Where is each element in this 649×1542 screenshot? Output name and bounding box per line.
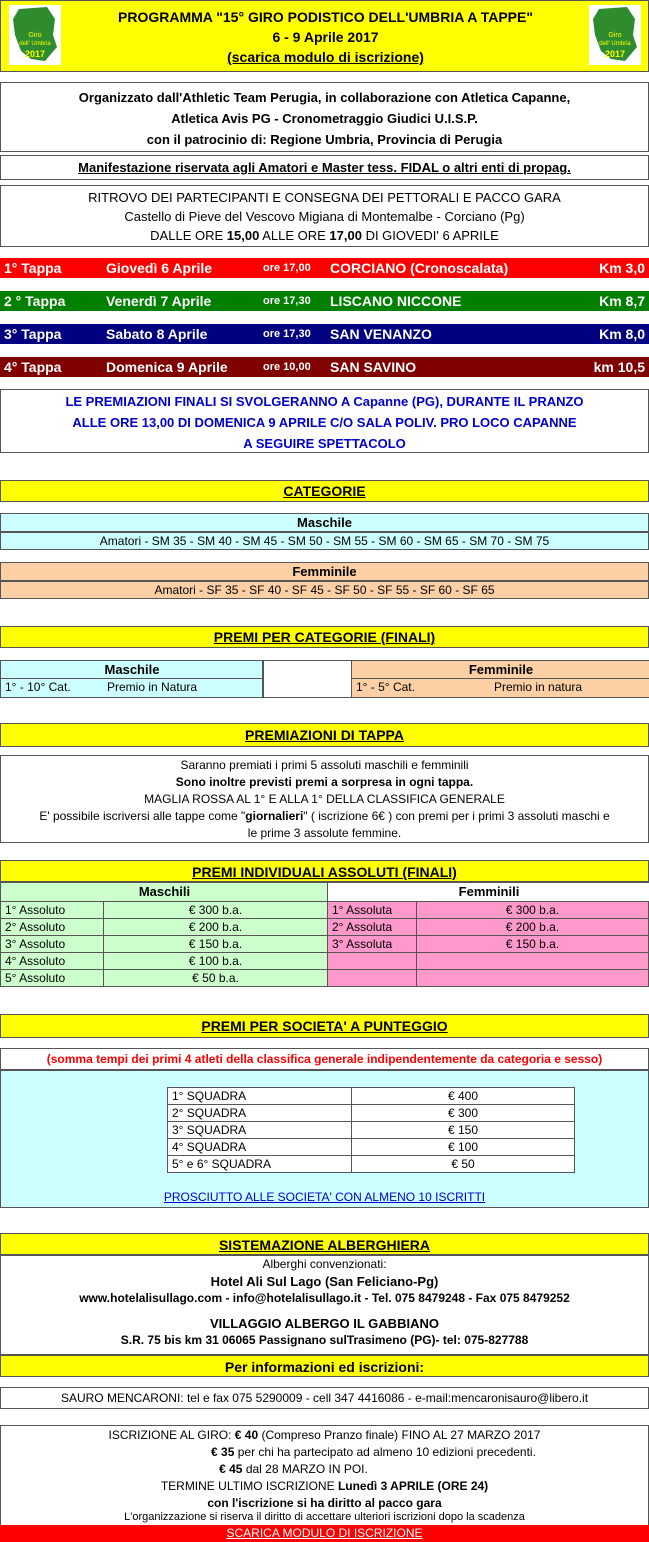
categories-female-list: Amatori - SF 35 - SF 40 - SF 45 - SF 50 - SF 55 - SF 60 - SF 65 bbox=[0, 581, 649, 599]
header-banner bbox=[0, 0, 649, 72]
hotel-title: SISTEMAZIONE ALBERGHIERA bbox=[0, 1233, 649, 1255]
stage-number: 1° Tappa bbox=[4, 260, 62, 276]
stage-row-3 bbox=[0, 324, 649, 344]
stage-time: ore 10,00 bbox=[263, 361, 311, 373]
meeting-line-3: DALLE ORE 15,00 ALLE ORE 17,00 DI GIOVEDI' 6 APRILE bbox=[150, 228, 499, 243]
categories-female-label: Femminile bbox=[0, 562, 649, 581]
individual-prizes-title: PREMI INDIVIDUALI ASSOLUTI (FINALI) bbox=[0, 860, 649, 882]
categories-male-list: Amatori - SM 35 - SM 40 - SM 45 - SM 50 - SM 55 - SM 60 - SM 65 - SM 70 - SM 75 bbox=[0, 532, 649, 550]
stage-awards-title: PREMIAZIONI DI TAPPA bbox=[0, 723, 649, 747]
stage-number: 4° Tappa bbox=[4, 359, 62, 375]
registration-box bbox=[0, 1425, 649, 1528]
table-row: 3° Assoluto € 150 b.a. 3° Assoluta € 150 b.a. bbox=[1, 936, 649, 953]
svg-text:Giro: Giro bbox=[608, 32, 622, 39]
individual-prizes-grid bbox=[0, 901, 649, 987]
info-title: Per informazioni ed iscrizioni: bbox=[0, 1355, 649, 1377]
stage-time: ore 17,30 bbox=[263, 328, 311, 340]
svg-text:dell' Umbria: dell' Umbria bbox=[599, 41, 631, 47]
registration-line-4: TERMINE ULTIMO ISCRIZIONE Lunedì 3 APRILE (ORE 24) bbox=[160, 1479, 489, 1493]
download-form-link[interactable]: (scarica modulo di iscrizione) bbox=[227, 49, 424, 65]
stage-awards-line-3: MAGLIA ROSSA AL 1° E ALLA 1° DELLA CLASSIFICA GENERALE bbox=[144, 792, 505, 806]
download-form-button[interactable]: SCARICA MODULO DI ISCRIZIONE bbox=[0, 1525, 649, 1542]
final-awards-line-2: ALLE ORE 13,00 DI DOMENICA 9 APRILE C/O SALA POLIV. PRO LOCO CAPANNE bbox=[72, 415, 577, 430]
table-row: 1° SQUADRA € 400 bbox=[168, 1088, 575, 1105]
stage-row-1 bbox=[0, 258, 649, 278]
svg-text:dell' Umbria: dell' Umbria bbox=[19, 41, 51, 47]
table-row: 1° Assoluto € 300 b.a. 1° Assoluta € 300 b.a. bbox=[1, 902, 649, 919]
stage-day: Sabato 8 Aprile bbox=[106, 326, 208, 342]
category-prizes-female-row: 1° - 5° Cat. Premio in natura bbox=[351, 678, 649, 698]
stage-day: Domenica 9 Aprile bbox=[106, 359, 228, 375]
category-prizes-male-label: Maschile bbox=[0, 660, 264, 680]
svg-text:2017: 2017 bbox=[24, 49, 46, 59]
svg-text:Giro: Giro bbox=[28, 32, 42, 39]
hotel-line-4: VILLAGGIO ALBERGO IL GABBIANO bbox=[210, 1316, 439, 1331]
stage-distance: Km 3,0 bbox=[599, 260, 645, 276]
hotel-line-2: Hotel Ali Sul Lago (San Feliciano-Pg) bbox=[210, 1274, 439, 1289]
stage-distance: Km 8,0 bbox=[599, 326, 645, 342]
individual-female-label: Femminili bbox=[327, 882, 649, 903]
stage-day: Giovedì 6 Aprile bbox=[106, 260, 213, 276]
stage-awards-line-5: le prime 3 assolute femmine. bbox=[247, 826, 402, 840]
table-row: 2° SQUADRA € 300 bbox=[168, 1105, 575, 1122]
category-prizes-title: PREMI PER CATEGORIE (FINALI) bbox=[0, 626, 649, 648]
registration-line-1: ISCRIZIONE AL GIRO: € 40 (Compreso Pranzo finale) FINO AL 27 MARZO 2017 bbox=[108, 1428, 541, 1442]
society-prizes-title: PREMI PER SOCIETA' A PUNTEGGIO bbox=[0, 1014, 649, 1038]
meeting-line-1: RITROVO DEI PARTECIPANTI E CONSEGNA DEI PETTORALI E PACCO GARA bbox=[88, 190, 561, 205]
category-prizes-table bbox=[0, 660, 649, 696]
event-dates: 6 - 9 Aprile 2017 bbox=[272, 29, 379, 45]
registration-line-2: € 35 per chi ha partecipato ad almeno 10 edizioni precedenti. bbox=[211, 1445, 536, 1459]
organizers-line-2: Atletica Avis PG - Cronometraggio Giudici U.I.S.P. bbox=[171, 111, 478, 126]
hotel-line-5: S.R. 75 bis km 31 06065 Passignano sulTrasimeno (PG)- tel: 075-827788 bbox=[120, 1333, 529, 1347]
society-prizes-grid bbox=[167, 1087, 575, 1173]
final-awards-box bbox=[0, 389, 649, 453]
stage-time: ore 17,30 bbox=[263, 295, 311, 307]
table-row: 5° Assoluto € 50 b.a. bbox=[1, 970, 649, 987]
table-row: 5° e 6° SQUADRA € 50 bbox=[168, 1156, 575, 1173]
page-title: PROGRAMMA "15° GIRO PODISTICO DELL'UMBRIA A TAPPE" bbox=[118, 9, 533, 25]
categories-title: CATEGORIE bbox=[0, 480, 649, 502]
organizers-line-1: Organizzato dall'Athletic Team Perugia, in collaborazione con Atletica Capanne, bbox=[78, 90, 571, 105]
individual-male-label: Maschili bbox=[0, 882, 329, 903]
stage-place: SAN VENANZO bbox=[330, 326, 432, 342]
category-prizes-spacer bbox=[262, 660, 353, 698]
stage-time: ore 17,00 bbox=[263, 262, 311, 274]
meeting-line-2: Castello di Pieve del Vescovo Migiana di Montemalbe - Corciano (Pg) bbox=[124, 209, 525, 224]
info-contact: SAURO MENCARONI: tel e fax 075 5290009 - cell 347 4416086 - e-mail:mencaronisauro@libero.it bbox=[0, 1387, 649, 1409]
stage-day: Venerdì 7 Aprile bbox=[106, 293, 212, 309]
meeting-box bbox=[0, 185, 649, 247]
table-row: 4° SQUADRA € 100 bbox=[168, 1139, 575, 1156]
organizers-box bbox=[0, 82, 649, 152]
stage-distance: Km 8,7 bbox=[599, 293, 645, 309]
stage-awards-box bbox=[0, 755, 649, 843]
hotel-line-1: Alberghi convenzionati: bbox=[262, 1257, 387, 1271]
reserved-notice: Manifestazione riservata agli Amatori e Master tess. FIDAL o altri enti di propag. bbox=[0, 155, 649, 180]
society-note: (somma tempi dei primi 4 atleti della classifica generale indipendentemente da categoria e sesso) bbox=[0, 1048, 649, 1070]
table-row: 3° SQUADRA € 150 bbox=[168, 1122, 575, 1139]
registration-line-3: € 45 dal 28 MARZO IN POI. bbox=[219, 1462, 368, 1476]
table-row: 2° Assoluto € 200 b.a. 2° Assoluta € 200 b.a. bbox=[1, 919, 649, 936]
society-ham-note: PROSCIUTTO ALLE SOCIETA' CON ALMENO 10 ISCRITTI bbox=[163, 1190, 486, 1204]
hotel-box bbox=[0, 1255, 649, 1355]
categories-male-label: Maschile bbox=[0, 513, 649, 532]
registration-line-5: con l'iscrizione si ha diritto al pacco gara bbox=[207, 1496, 442, 1510]
hotel-line-3: www.hotelalisullago.com - info@hotelalisullago.it - Tel. 075 8479248 - Fax 075 8479252 bbox=[79, 1291, 570, 1305]
stage-number: 3° Tappa bbox=[4, 326, 62, 342]
individual-prizes-table bbox=[0, 882, 649, 988]
stage-row-2 bbox=[0, 291, 649, 311]
stage-number: 2 ° Tappa bbox=[4, 293, 66, 309]
society-box bbox=[0, 1070, 649, 1208]
table-row: 4° Assoluto € 100 b.a. bbox=[1, 953, 649, 970]
category-prizes-female-label: Femminile bbox=[351, 660, 649, 680]
stage-awards-line-1: Saranno premiati i primi 5 assoluti maschili e femminili bbox=[180, 758, 469, 772]
svg-text:2017: 2017 bbox=[604, 49, 626, 59]
stage-place: SAN SAVINO bbox=[330, 359, 417, 375]
final-awards-line-3: A SEGUIRE SPETTACOLO bbox=[243, 436, 406, 451]
stage-row-4 bbox=[0, 357, 649, 377]
final-awards-line-1: LE PREMIAZIONI FINALI SI SVOLGERANNO A Capanne (PG), DURANTE IL PRANZO bbox=[65, 394, 584, 409]
organizers-line-3: con il patrocinio di: Regione Umbria, Provincia di Perugia bbox=[146, 132, 503, 147]
stage-awards-line-4: E' possibile iscriversi alle tappe come "giornalieri" ( iscrizione 6€ ) con premi per i primi 3 assoluti maschi e bbox=[39, 809, 610, 823]
stage-awards-line-2: Sono inoltre previsti premi a sorpresa in ogni tappa. bbox=[175, 775, 474, 789]
category-prizes-male-row: 1° - 10° Cat. Premio in Natura bbox=[0, 678, 264, 698]
stage-distance: km 10,5 bbox=[593, 359, 645, 375]
registration-line-6: L'organizzazione si riserva il diritto di accettare ulteriori iscrizioni dopo la scadenza bbox=[124, 1511, 525, 1523]
stage-place: LISCANO NICCONE bbox=[330, 293, 462, 309]
stage-place: CORCIANO (Cronoscalata) bbox=[330, 260, 509, 276]
